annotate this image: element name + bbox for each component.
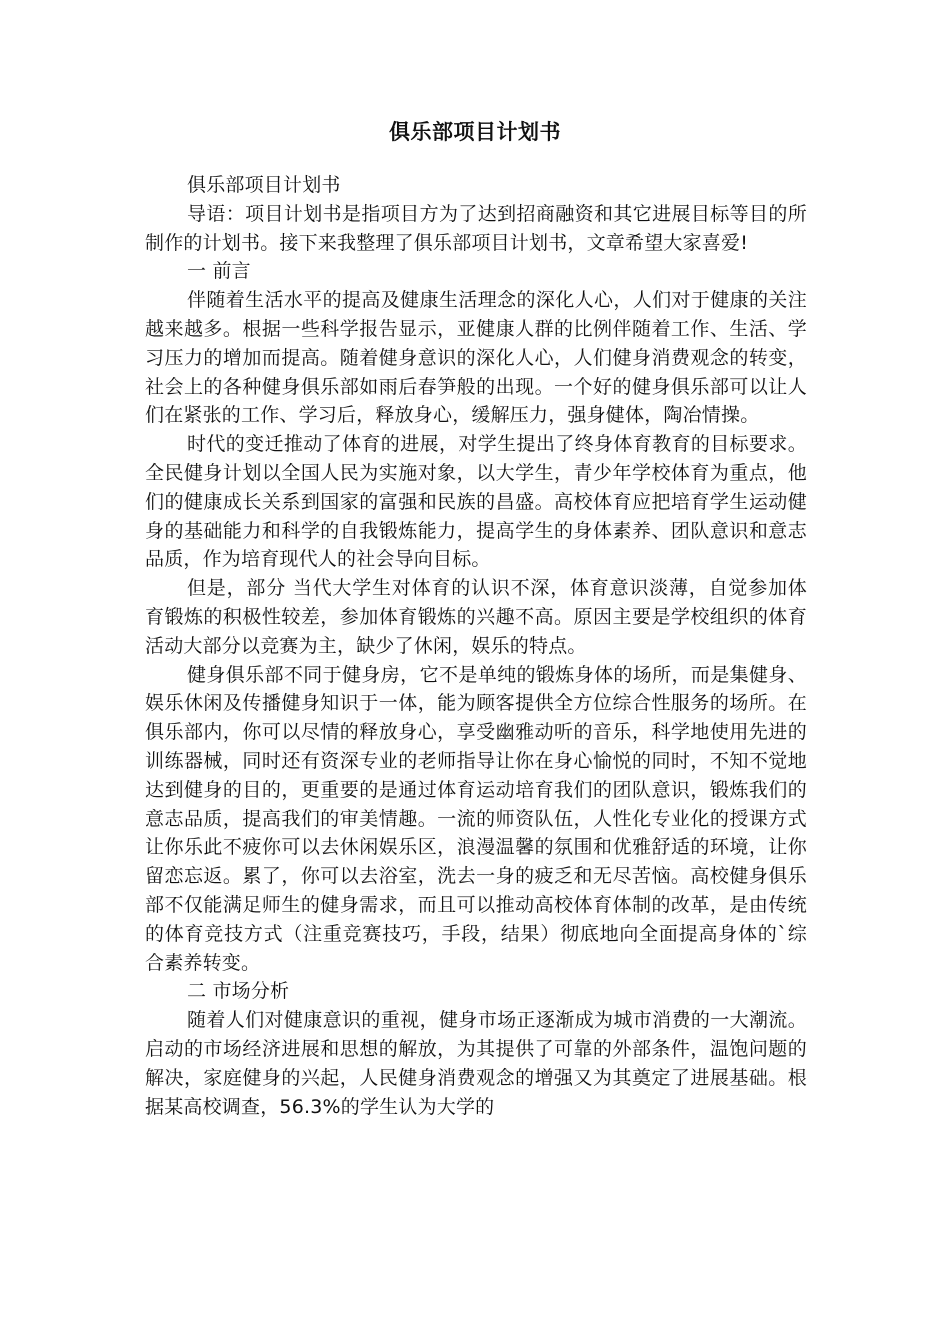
body-paragraph: 健身俱乐部不同于健身房，它不是单纯的锻炼身体的场所，而是集健身、娱乐休闲及传播健身知识于一体，能为顾客提供全方位综合性服务的场所。在俱乐部内，你可以尽情的释放身心，享受幽雅动听的音乐，科学地使用先进的训练器械，同时还有资深专业的老师指导让你在身心愉悦的同时，不知不觉地达到健身的目的，更重要的是通过体育运动培育我们的团队意识，锻炼我们的意志品质，提高我们的审美情趣。一流的师资队伍，人性化专业化的授课方式让你乐此不疲你可以去休闲娱乐区，浪漫温馨的氛围和优雅舒适的环境，让你留恋忘返。累了，你可以去浴室，洗去一身的疲乏和无尽苦恼。高校健身俱乐部不仅能满足师生的健身需求，而且可以推动高校体育体制的改革，是由传统的体育竞技方式（注重竞赛技巧，手段，结果）彻底地向全面提高身体的`综合素养转变。: [145, 663, 807, 974]
subtitle-paragraph: 俱乐部项目计划书: [187, 174, 341, 196]
document-body: [145, 171, 807, 1121]
body-paragraph: 但是，部分 当代大学生对体育的认识不深，体育意识淡薄，自觉参加体育锻炼的积极性较差，参加体育锻炼的兴趣不高。原因主要是学校组织的体育活动大部分以竞赛为主，缺少了休闲，娱乐的特点。: [145, 577, 807, 657]
intro-paragraph: 导语：项目计划书是指项目方为了达到招商融资和其它进展目标等目的所制作的计划书。接下来我整理了俱乐部项目计划书，文章希望大家喜爱!: [145, 202, 807, 254]
section-heading-market-analysis: 二 市场分析: [187, 980, 290, 1003]
body-paragraph: 时代的变迁推动了体育的进展，对学生提出了终身体育教育的目标要求。全民健身计划以全国人民为实施对象，以大学生，青少年学校体育为重点，他们的健康成长关系到国家的富强和民族的昌盛。高校体育应把培育学生运动健身的基础能力和科学的自我锻炼能力，提高学生的身体素养、团队意识和意志品质，作为培育现代人的社会导向目标。: [145, 433, 807, 571]
body-paragraph: 随着人们对健康意识的重视，健身市场正逐渐成为城市消费的一大潮流。启动的市场经济进展和思想的解放，为其提供了可靠的外部条件，温饱问题的解决，家庭健身的兴起，人民健身消费观念的增强又为其奠定了进展基础。根据某高校调查，56.3%的学生认为大学的: [145, 1009, 807, 1118]
document-title: 俱乐部项目计划书: [389, 120, 561, 144]
body-paragraph: 伴随着生活水平的提高及健康生活理念的深化人心，人们对于健康的关注越来越多。根据一些科学报告显示，亚健康人群的比例伴随着工作、生活、学习压力的增加而提高。随着健身意识的深化人心，人们健身消费观念的转变，社会上的各种健身俱乐部如雨后春笋般的出现。一个好的健身俱乐部可以让人们在紧张的工作、学习后，释放身心，缓解压力，强身健体，陶冶情操。: [145, 289, 807, 427]
section-heading-preface: 一 前言: [187, 260, 251, 283]
